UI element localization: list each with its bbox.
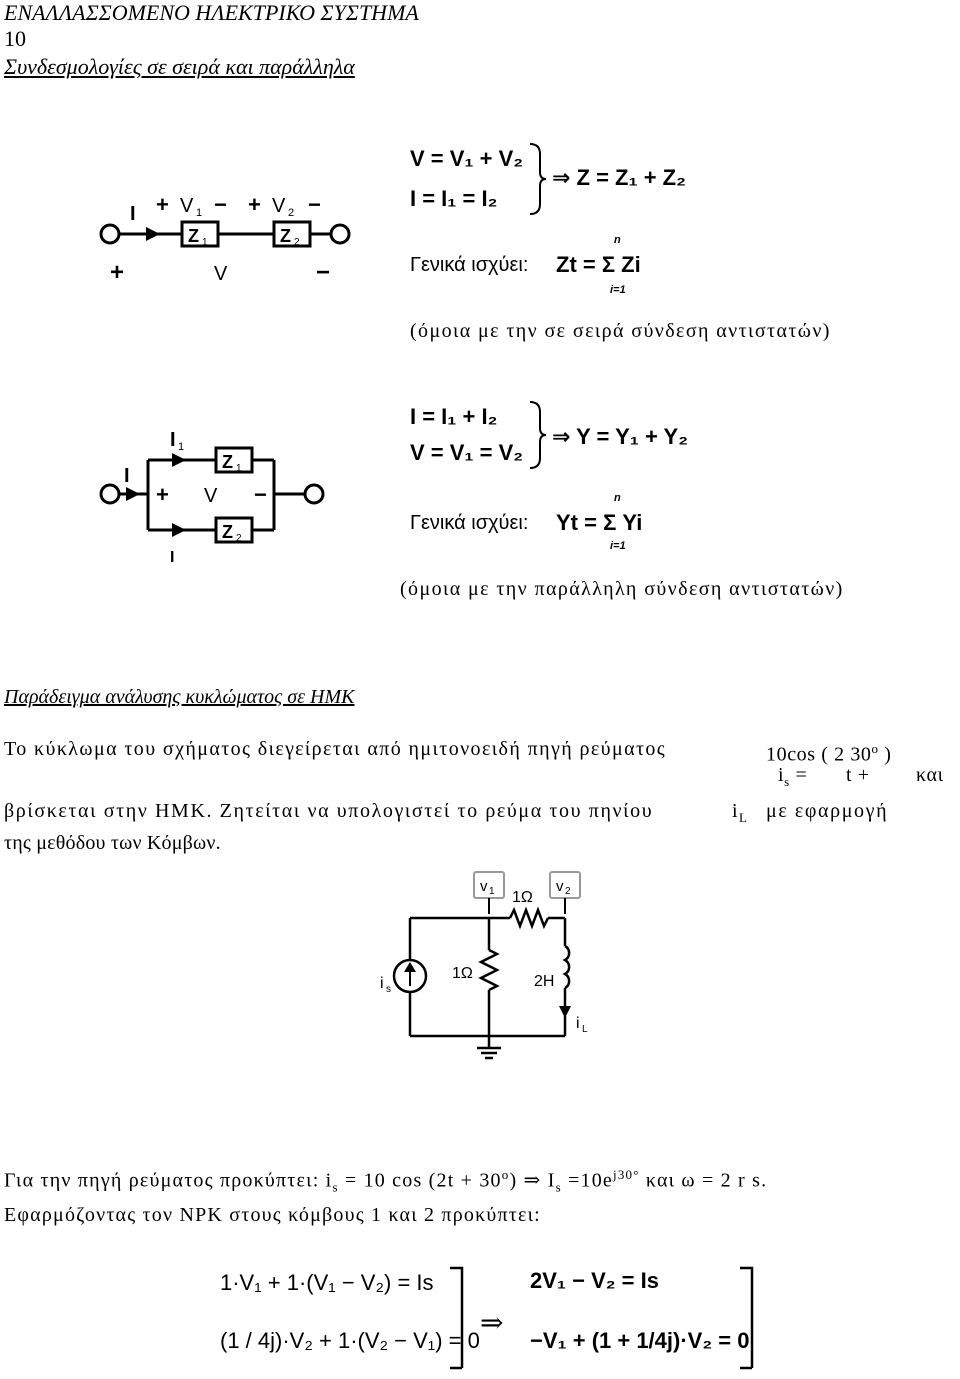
svg-text:2: 2 [565,886,571,897]
example-line1-formula: 10cos ( 2 30$^o$ ) [766,741,892,766]
svg-text:−: − [316,259,331,286]
series-general-formula: Zt = Σ Zi [556,252,641,277]
example-line2: βρίσκεται στην ΗΜΚ. Ζητείται να υπολογιστεί το ρεύμα του πηνίου [4,800,654,822]
parallel-circuit-diagram [96,424,336,564]
svg-text:i: i [380,975,384,992]
svg-text:1: 1 [236,463,242,474]
system1-eq1: 1·V₁ + 1·(V₁ − V₂) = Is [220,1270,434,1295]
svg-text:+: + [248,192,261,217]
svg-text:2: 2 [236,533,242,544]
svg-text:V: V [272,195,286,217]
system2-eq2: −V₁ + (1 + 1/4j)·V₂ = 0 [530,1328,750,1353]
svg-text:V: V [204,485,218,507]
svg-text:2H: 2H [534,973,555,990]
svg-text:−: − [214,192,227,217]
series-circuit-diagram [96,186,356,286]
parallel-note: (όμοια με την παράλληλη σύνδεση αντιστατών) [400,578,844,600]
svg-text:I: I [124,465,130,487]
series-brace [528,142,548,216]
parallel-eq-i: I = I₁ + I₂ [410,404,498,429]
example-line3: της μεθόδου των Κόμβων. [4,832,221,854]
system2-eq1: 2V₁ − V₂ = Is [530,1268,659,1293]
series-note: (όμοια με την σε σειρά σύνδεση αντιστατών) [410,320,831,342]
svg-text:I: I [170,549,175,564]
system1-eq2: (1 / 4j)·V₂ + 1·(V₂ − V₁) = 0 [220,1328,480,1353]
svg-text:−: − [308,192,321,217]
parallel-eq-result: ⇒ Y = Y₁ + Y₂ [552,424,688,449]
solution-line1: Για την πηγή ρεύματος προκύπτει: $i_s = 10$ $\cos (2t + 30^o)$ ⇒ $I_s =10e^{j30^\circ}$ και ω = 2 r s. [4,1167,768,1195]
svg-text:1: 1 [178,441,185,453]
parallel-brace [528,400,548,470]
series-eq-result: ⇒ Z = Z₁ + Z₂ [552,165,686,190]
example-line1: Το κύκλωμα του σχήματος διεγείρεται από ημιτονοειδή πηγή ρεύματος [4,738,667,760]
example-kai: και [916,764,944,786]
svg-text:−: − [254,482,267,507]
svg-text:1: 1 [489,886,495,897]
series-current-label: I [130,203,136,225]
svg-text:1Ω: 1Ω [452,965,473,982]
svg-text:Z: Z [280,226,291,246]
solution-line2: Εφαρμόζοντας τον ΝΡΚ στους κόμβους 1 και 2 προκύπτει: [4,1204,541,1226]
parallel-sum-top: n [614,492,621,504]
series-sum-bottom: i=1 [610,284,626,296]
svg-text:1Ω: 1Ω [512,889,533,906]
svg-text:Z: Z [222,522,233,542]
system2-brackets [736,1266,756,1370]
document-title: ΕΝΑΛΛΑΣΣΟΜΕΝΟ ΗΛΕΚΤΡΙΚΟ ΣΥΣΤΗΜΑ [4,0,419,25]
example-il: $i_L$ [732,800,749,825]
svg-text:v: v [480,878,488,895]
series-general-label: Γενικά ισχύει: [410,254,529,276]
svg-text:s: s [386,984,391,995]
parallel-eq-v: V = V₁ = V₂ [410,440,524,465]
page-number: 10 [4,26,26,51]
series-sum-top: n [614,234,621,246]
svg-text:v: v [556,878,564,895]
svg-text:I: I [170,429,176,451]
example-circuit-diagram [360,866,620,1076]
system-arrow: ⇒ [480,1308,504,1339]
section-subtitle: Συνδεσμολογίες σε σειρά και παράλληλα [4,54,355,79]
svg-text:V: V [180,195,194,217]
parallel-general-formula: Yt = Σ Yi [556,510,643,535]
series-eq-v: V = V₁ + V₂ [410,146,524,171]
example-heading: Παράδειγμα ανάλυσης κυκλώματος σε ΗΜΚ [4,686,355,708]
svg-text:Z: Z [222,452,233,472]
svg-text:+: + [110,259,125,286]
svg-text:i: i [576,1015,580,1032]
series-eq-i: I = I₁ = I₂ [410,186,498,211]
svg-text:L: L [582,1024,588,1035]
svg-text:1: 1 [196,207,203,219]
svg-text:2: 2 [294,237,300,248]
svg-text:+: + [156,192,169,217]
svg-text:Z: Z [188,226,199,246]
example-is-expression: $i_s$ = [778,764,808,789]
svg-text:2: 2 [288,207,295,219]
svg-text:V: V [214,263,228,285]
svg-text:+: + [156,482,169,507]
example-t-plus: t + [846,764,870,786]
parallel-general-label: Γενικά ισχύει: [410,512,529,534]
svg-text:1: 1 [202,237,208,248]
example-line2-end: με εφαρμογή [766,800,889,822]
parallel-sum-bottom: i=1 [610,540,626,552]
system1-brackets [446,1266,466,1370]
